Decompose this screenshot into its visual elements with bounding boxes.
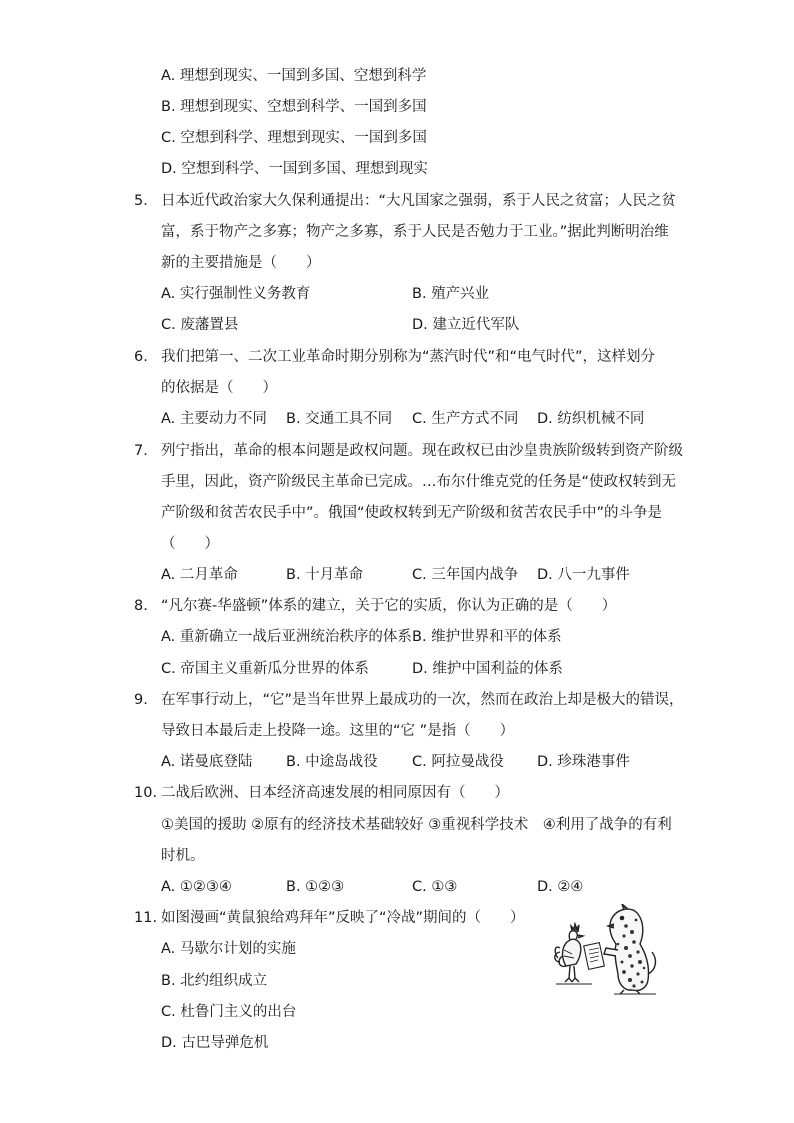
q11-option-a: A. 马歇尔计划的实施 xyxy=(161,941,296,957)
q6-option-b: B. 交通工具不同 xyxy=(286,411,393,427)
q8-option-d: D. 维护中国利益的体系 xyxy=(412,661,563,677)
q10-stem-line-2: ①美国的援助 ②原有的经济技术基础较好 ③重视科学技术 ④利用了战争的有利 xyxy=(161,817,672,833)
q7-stem-line-3: 产阶级和贫苦农民手中”。俄国“使政权转到无产阶级和贫苦农民手中”的斗争是 xyxy=(161,505,663,521)
q10-number: 10. xyxy=(134,785,158,801)
q10-option-b: B. ①②③ xyxy=(286,879,345,895)
q6-option-a: A. 主要动力不同 xyxy=(161,411,267,427)
q7-option-b: B. 十月革命 xyxy=(286,567,364,583)
q5-number: 5. xyxy=(134,193,148,209)
q4-option-a: A. 理想到现实、一国到多国、空想到科学 xyxy=(161,68,427,84)
q9-number: 9. xyxy=(134,692,148,708)
q5-option-c: C. 废藩置县 xyxy=(161,317,239,333)
q6-option-d: D. 纺织机械不同 xyxy=(537,411,645,427)
q5-option-d: D. 建立近代军队 xyxy=(412,317,520,333)
q11-option-d: D. 古巴导弹危机 xyxy=(161,1035,269,1051)
q8-option-a: A. 重新确立一战后亚洲统治秩序的体系 xyxy=(161,629,412,645)
q10-stem-line-3: 时机。 xyxy=(161,848,205,864)
q4-option-d: D. 空想到科学、一国到多国、理想到现实 xyxy=(161,161,428,177)
q7-stem-line-4: （ ） xyxy=(161,536,219,552)
q5-stem-line-1: 日本近代政治家大久保利通提出：“大凡国家之强弱，系于人民之贫富；人民之贫 xyxy=(161,193,677,209)
q10-option-c: C. ①③ xyxy=(412,879,458,895)
q7-option-d: D. 八一九事件 xyxy=(537,567,630,583)
q7-stem-line-1: 列宁指出，革命的根本问题是政权问题。现在政权已由沙皇贵族阶级转到资产阶级 xyxy=(161,443,683,459)
q10-stem-line-1: 二战后欧洲、日本经济高速发展的相同原因有（ ） xyxy=(161,785,509,801)
q5-stem-line-2: 富，系于物产之多寡；物产之多寡，系于人民是否勉力于工业。”据此判断明治维 xyxy=(161,224,669,240)
q9-option-a: A. 诺曼底登陆 xyxy=(161,754,253,770)
q5-stem-line-3: 新的主要措施是（ ） xyxy=(161,255,321,271)
q4-option-b: B. 理想到现实、空想到科学、一国到多国 xyxy=(161,99,427,115)
q11-option-b: B. 北约组织成立 xyxy=(161,973,268,989)
scroll-icon xyxy=(584,943,605,970)
q6-stem-line-1: 我们把第一、二次工业革命时期分别称为“蒸汽时代”和“电气时代”，这样划分 xyxy=(161,349,656,365)
weasel-icon xyxy=(604,904,655,994)
q8-option-c: C. 帝国主义重新瓜分世界的体系 xyxy=(161,661,369,677)
q9-option-d: D. 珍珠港事件 xyxy=(537,754,630,770)
q6-stem-line-2: 的依据是（ ） xyxy=(161,380,277,396)
q5-option-a: A. 实行强制性义务教育 xyxy=(161,286,311,302)
q6-option-c: C. 生产方式不同 xyxy=(412,411,519,427)
q9-stem-line-1: 在军事行动上，“它”是当年世界上最成功的一次，然而在政治上却是极大的错误， xyxy=(161,692,684,708)
cartoon-weasel-rooster-icon xyxy=(552,904,660,996)
q9-option-b: B. 中途岛战役 xyxy=(286,754,378,770)
q7-stem-line-2: 手里，因此，资产阶级民主革命已完成。…布尔什维克党的任务是“使政权转到无 xyxy=(161,474,677,490)
q10-option-d: D. ②④ xyxy=(537,879,584,895)
q7-number: 7. xyxy=(134,443,148,459)
rooster-icon xyxy=(555,924,583,982)
q11-stem-line-1: 如图漫画“黄鼠狼给鸡拜年”反映了“冷战”期间的（ ） xyxy=(161,910,525,926)
q8-stem-line-1: “凡尔赛-华盛顿”体系的建立，关于它的实质，你认为正确的是（ ） xyxy=(161,598,617,614)
q7-option-a: A. 二月革命 xyxy=(161,567,238,583)
q10-option-a: A. ①②③④ xyxy=(161,879,232,895)
q8-option-b: B. 维护世界和平的体系 xyxy=(412,629,562,645)
q11-option-c: C. 杜鲁门主义的出台 xyxy=(161,1004,297,1020)
q11-number: 11. xyxy=(134,910,158,926)
q9-stem-line-2: 导致日本最后走上投降一途。这里的“它 ”是指（ ） xyxy=(161,723,515,739)
q4-option-c: C. 空想到科学、理想到现实、一国到多国 xyxy=(161,130,427,146)
q5-option-b: B. 殖产兴业 xyxy=(412,286,490,302)
q8-number: 8. xyxy=(134,598,148,614)
q6-number: 6. xyxy=(134,349,148,365)
q7-option-c: C. 三年国内战争 xyxy=(412,567,519,583)
q9-option-c: C. 阿拉曼战役 xyxy=(412,754,504,770)
